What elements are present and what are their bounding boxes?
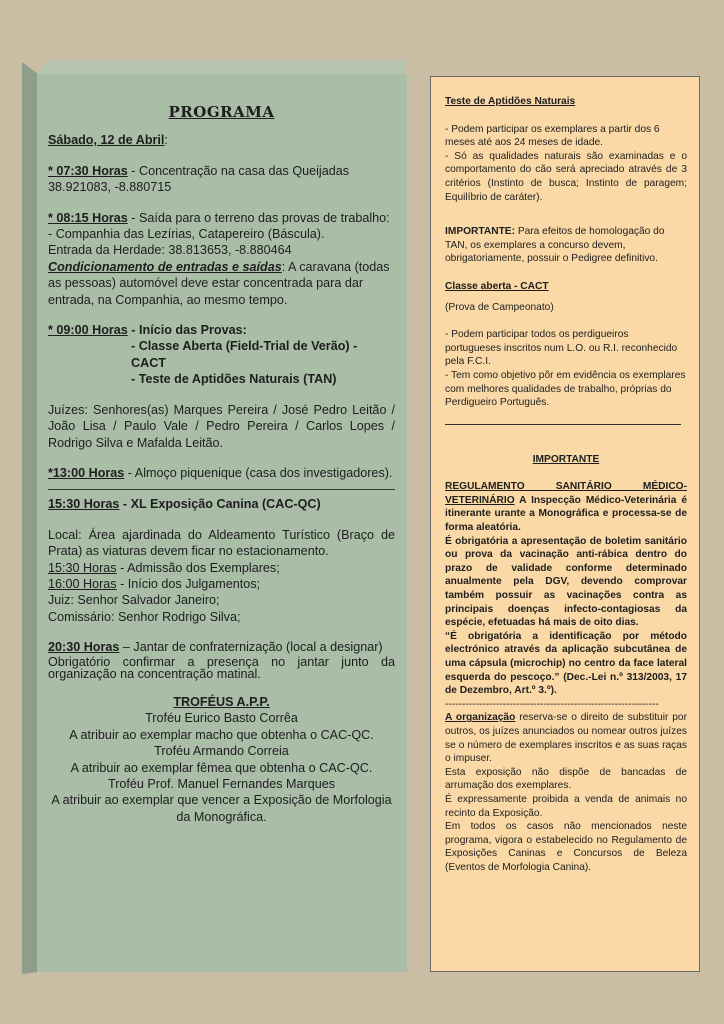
sanitary-regulation: REGULAMENTO SANITÁRIO MÉDICO-VETERINÁRIO A Inspecção Médico-Veterinária é itinerante urante a Monográfica e processa-se de forma aleatória. xyxy=(445,481,687,534)
cact-paragraph-1: - Podem participar todos os perdigueiros portugueses inscritos num L.O. ou R.I. reconhecido pela F.C.I. xyxy=(445,329,678,368)
cact-paragraph-2: - Tem como objetivo pôr em evidência os exemplares com melhores qualidades de trabalho, próprias do Perdigueiro Português. xyxy=(445,369,686,409)
note-benches: Esta exposição não dispõe de bancadas de arrumação dos exemplares. xyxy=(445,766,687,792)
dinner-line: 20:30 Horas – Jantar de confraternização (local a designar) xyxy=(48,640,383,655)
expo-admission: 15:30 Horas - Admissão dos Exemplares; xyxy=(48,560,280,575)
info-panel xyxy=(430,76,700,972)
trophies-title: TROFÉUS A.P.P. xyxy=(173,694,270,709)
expo-judging: 16:00 Horas - Início dos Julgamentos; xyxy=(48,576,261,591)
date-line: Sábado, 12 de Abril: xyxy=(48,133,168,148)
dashed-separator: --------------------------------------------------------------- xyxy=(445,698,659,710)
trophy-line: Troféu Armando Correia xyxy=(154,744,289,759)
class-open-cact: - Classe Aberta (Field-Trial de Verão) - CACT xyxy=(131,339,358,370)
trophy-line: A atribuir ao exemplar macho que obtenha o CAC-QC. xyxy=(69,727,374,742)
schedule-item-0900: * 09:00 Horas - Início das Provas: xyxy=(48,323,247,338)
dinner-note: Obrigatório confirmar a presença no jantar junto da organização na concentração matinal. xyxy=(48,654,395,681)
schedule-item-1300: *13:00 Horas - Almoço piquenique (casa dos investigadores). xyxy=(48,465,393,480)
class-tan: - Teste de Aptidões Naturais (TAN) xyxy=(131,372,337,387)
schedule-item-0815-entrance: Entrada da Herdade: 38.813653, -8.880464 xyxy=(48,243,292,258)
divider xyxy=(48,489,395,490)
tan-paragraph-1: - Podem participar os exemplares a partir dos 6 meses até aos 24 meses de idade. xyxy=(445,123,660,149)
schedule-item-0815-place: - Companhia das Lezírias, Catapereiro (Báscula). xyxy=(48,227,325,242)
schedule-item-0730: * 07:30 Horas - Concentração na casa das Queijadas xyxy=(48,163,350,178)
programa-title: PROGRAMA xyxy=(168,103,275,121)
panel-bevel-left xyxy=(22,62,38,974)
judges-list: Juízes: Senhores(as) Marques Pereira / José Pedro Leitão / João Lisa / Paulo Vale / Pedro Pereira / Carlos Lopes / Rodrigo Silva e Mafalda Leitão. xyxy=(48,402,395,450)
important-title: IMPORTANTE xyxy=(532,453,600,465)
tan-title: Teste de Aptidões Naturais xyxy=(445,96,576,107)
programa-panel xyxy=(37,74,407,972)
expo-location: Local: Área ajardinada do Aldeamento Turístico (Braço de Prata) as viaturas devem ficar no estacionamento. xyxy=(48,527,395,559)
cact-subtitle: (Prova de Campeonato) xyxy=(445,301,554,313)
schedule-item-0815-conditions: Condicionamento de entradas e saídas: A caravana (todas as pessoas) automóvel deve estar concentrada para dar entrada, na Companhia, ao mesmo tempo. xyxy=(48,259,390,307)
trophy-line: A atribuir ao exemplar que vencer a Exposição de Morfologia da Monográfica. xyxy=(51,793,392,824)
organization-note: A organização reserva-se o direito de substituir por outros, os juízes anunciados ou nomear outros juízes se o número de exemplares inscritos e as suas raças o impuser. xyxy=(445,712,687,765)
schedule-item-0730-coords: 38.921083, -8.880715 xyxy=(48,180,172,195)
panel-bevel-top xyxy=(36,60,406,74)
expo-judge: Juiz: Senhor Salvador Janeiro; xyxy=(48,593,220,608)
schedule-item-0815: * 08:15 Horas - Saída para o terreno das provas de trabalho: xyxy=(48,210,390,225)
expo-commissioner: Comissário: Senhor Rodrigo Silva; xyxy=(48,609,241,624)
sanitary-vaccination: É obrigatória a apresentação de boletim sanitário ou prova da vacinação anti-rábica dentro do prazo de validade conforme determinado anualmente pela DGV, devendo comprovar também possuir as vacinações contra as principais doenças infecto-contagiosas da espécie, efetuadas há mais de oito dias. xyxy=(445,535,687,629)
trophy-line: A atribuir ao exemplar fêmea que obtenha o CAC-QC. xyxy=(70,760,373,775)
tan-important: IMPORTANTE: Para efeitos de homologação do TAN, os exemplares a concurso devem, obrigatoriamente, possuir o Pedigree definitivo. xyxy=(445,226,665,265)
note-regulation: Em todos os casos não mencionados neste programa, vigora o estabelecido no Regulamento de Exposições Caninas e Concursos de Beleza (Eventos de Morfologia Canina). xyxy=(445,821,687,873)
sanitary-microchip: “É obrigatória a identificação por método electrónico através da aplicação subcutânea de uma cápsula (microchip) no centro da face lateral esquerda do pescoço.” (Dec.-Lei n.º 313/2003, 17 de Dezembro, Art.º 3.º). xyxy=(445,630,687,697)
trophy-line: Troféu Eurico Basto Corrêa xyxy=(145,711,298,726)
cact-title: Classe aberta - CACT xyxy=(445,280,549,292)
expo-heading: 15:30 Horas - XL Exposição Canina (CAC-QC) xyxy=(48,497,321,512)
tan-paragraph-2: - Só as qualidades naturais são examinadas e o comportamento do cão será apreciado através de 3 critérios (Instinto de busca; Instinto de paragem; Equilíbrio de caráter). xyxy=(445,150,687,203)
note-sales: É expressamente proibida a venda de animais no recinto da Exposição. xyxy=(445,793,687,819)
trophy-line: Troféu Prof. Manuel Fernandes Marques xyxy=(107,777,336,791)
